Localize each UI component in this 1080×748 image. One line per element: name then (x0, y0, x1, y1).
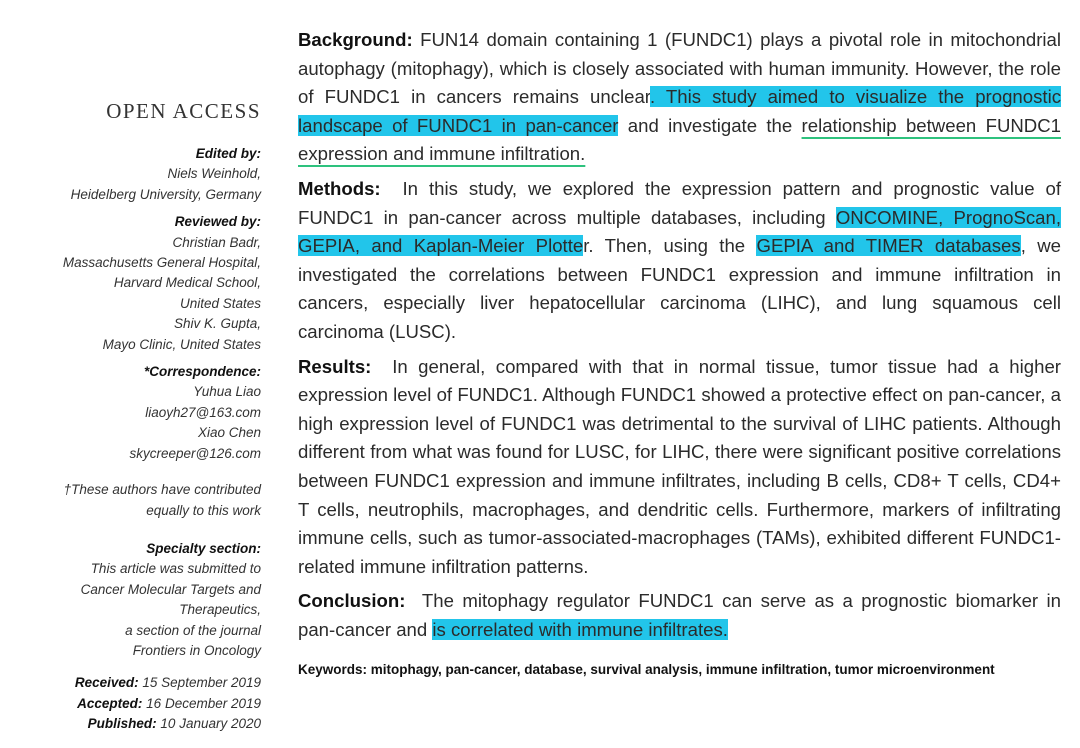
reviewed-by-section (40, 212, 261, 355)
highlighted-text: GEPIA and TIMER databases (756, 235, 1021, 257)
correspondence-email[interactable]: skycreeper@126.com (129, 445, 261, 461)
conclusion-paragraph (298, 587, 1061, 644)
received-date (40, 673, 261, 693)
contrib-line: equally to this work (146, 502, 261, 518)
methods-text: In this study, we explored the expression pattern and prognostic value of FUNDC1 in pan-cancer across multiple databases, including (298, 177, 1061, 228)
reviewer-line: Shiv K. Gupta, (173, 316, 261, 332)
published-label: Published: (87, 716, 157, 732)
received-value: 15 September 2019 (142, 675, 261, 691)
specialty-line: Therapeutics, (179, 602, 261, 618)
methods-label: Methods: (298, 177, 381, 199)
results-label: Results: (298, 355, 372, 377)
correspondence-email[interactable]: liaoyh27@163.com (145, 404, 261, 420)
conclusion-text: The mitophagy regulator FUNDC1 can serve as a prognostic biomarker in pan-cancer and (298, 590, 1061, 640)
reviewed-by-label: Reviewed by: (174, 214, 261, 230)
methods-text: r. Then, using the (583, 235, 757, 257)
reviewer-line: Christian Badr, (172, 234, 261, 250)
keywords: Keywords: mitophagy, pan-cancer, database, survival analysis, immune infiltration, tumor microenvironment (298, 662, 995, 678)
accepted-label: Accepted: (77, 695, 143, 711)
highlighted-text: ONCOMINE, PrognoScan, GEPIA, and Kaplan-Meier Plotte (298, 206, 1061, 257)
abstract (298, 26, 1061, 691)
results-text: In general, compared with that in normal tissue, tumor tissue had a higher expression level of FUNDC1. Although FUNDC1 showed a protective effect on pan-cancer, a high expression level of FUNDC1 was detrimental to the survival of LIHC patients. Although different from what was found for LUSC, for LIHC, there were significant positive correlations between FUNDC1 expression and immune infiltrates, including B cells, CD8+ T cells, CD4+ T cells, neutrophils, macrophages, and dendritic cells. Furthermore, markers of infiltrating immune cells, such as tumor-associated-macrophages (TAMs), exhibited different FUNDC1-related immune infiltration patterns. (298, 355, 1061, 577)
published-date (40, 714, 261, 734)
equal-contribution-note (40, 480, 261, 521)
methods-text: , we investigated the correlations between FUNDC1 expression and immune infiltration in cancers, especially liver hepatocellular carcinoma (LIHC), and lung squamous cell carcinoma (LUSC). (298, 235, 1061, 342)
methods-paragraph (298, 175, 1061, 347)
article-info-sidebar (40, 96, 261, 735)
background-paragraph (298, 26, 1061, 169)
reviewer-line: Massachusetts General Hospital, (62, 255, 261, 271)
accepted-date (40, 694, 261, 714)
correspondence-line: Yuhua Liao (193, 384, 261, 400)
background-text: and investigate the (618, 114, 802, 136)
specialty-line: a section of the journal (125, 622, 261, 638)
correspondence-label: *Correspondence: (143, 364, 261, 380)
reviewer-line: Harvard Medical School, (113, 275, 261, 291)
contrib-line: †These authors have contributed (63, 482, 261, 498)
background-text: FUN14 domain containing 1 (FUNDC1) plays a pivotal role in mitochondrial autophagy (mitophagy), which is closely associated with human immunity. However, the role of FUNDC1 in cancers remains unclear (298, 29, 1061, 108)
correspondence-section (40, 362, 261, 464)
reviewer-line: Mayo Clinic, United States (102, 336, 261, 352)
underlined-text: relationship between FUNDC1 expression and immune infiltration. (298, 114, 1061, 165)
open-access-label: OPEN ACCESS (106, 99, 261, 123)
specialty-line: This article was submitted to (90, 561, 261, 577)
specialty-label: Specialty section: (146, 540, 261, 556)
conclusion-label: Conclusion: (298, 590, 406, 612)
edited-by-section (40, 144, 261, 205)
correspondence-line: Xiao Chen (197, 425, 261, 441)
published-value: 10 January 2020 (160, 716, 261, 732)
editor-line: Niels Weinhold, (167, 166, 261, 182)
editor-line: Heidelberg University, Germany (70, 186, 261, 202)
results-paragraph (298, 353, 1061, 582)
edited-by-label: Edited by: (195, 146, 261, 161)
specialty-section (40, 539, 261, 661)
specialty-line: Cancer Molecular Targets and (80, 581, 261, 597)
accepted-value: 16 December 2019 (146, 695, 261, 711)
specialty-line: Frontiers in Oncology (132, 642, 261, 658)
received-label: Received: (74, 675, 139, 691)
highlighted-text: is correlated with immune infiltrates. (432, 618, 728, 640)
reviewer-line: United States (179, 295, 261, 311)
background-label: Background: (298, 29, 413, 50)
highlighted-text: . This study aimed to visualize the prognostic landscape of FUNDC1 in pan-cancer (298, 86, 1061, 136)
article-dates (40, 673, 261, 734)
